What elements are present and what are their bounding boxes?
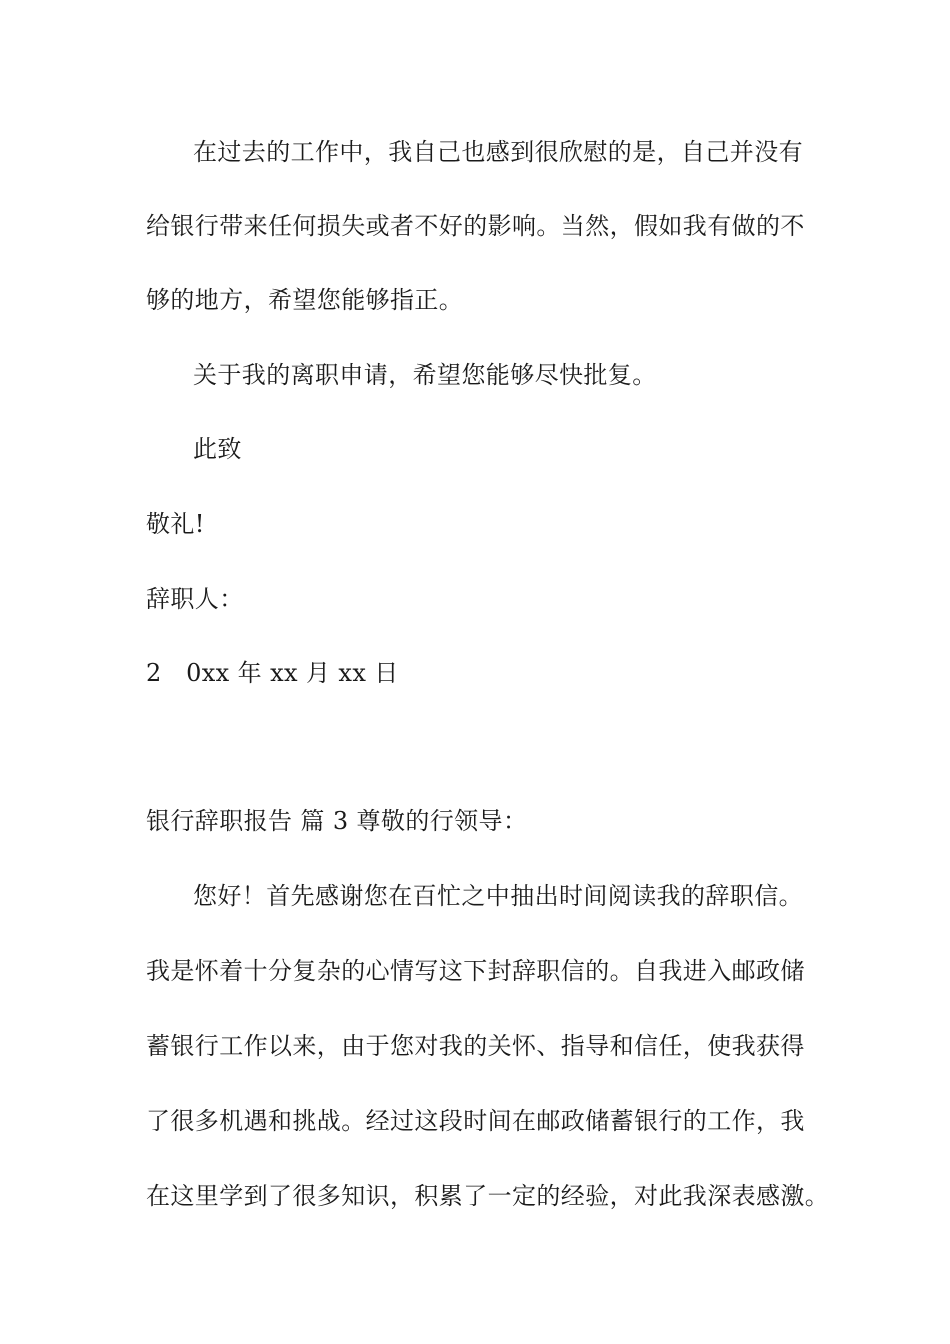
paragraph-line: 我是怀着十分复杂的心情写这下封辞职信的。自我进入邮政储: [146, 957, 805, 985]
paragraph-line: 您好！首先感谢您在百忙之中抽出时间阅读我的辞职信。: [193, 882, 803, 910]
paragraph-line: 够的地方，希望您能够指正。: [146, 286, 464, 314]
paragraph-line: 在过去的工作中，我自己也感到很欣慰的是，自己并没有: [193, 138, 803, 166]
paragraph-line: 蓄银行工作以来，由于您对我的关怀、指导和信任，使我获得: [146, 1032, 805, 1060]
paragraph-line: 了很多机遇和挑战。经过这段时间在邮政储蓄银行的工作，我: [146, 1107, 805, 1135]
signature-label: 辞职人：: [146, 585, 244, 613]
section-heading: 银行辞职报告 篇 3 尊敬的行领导：: [146, 807, 528, 835]
paragraph-line: 给银行带来任何损失或者不好的影响。当然，假如我有做的不: [146, 212, 805, 240]
closing-salutation: 此致: [193, 435, 242, 463]
date-line: 2 0xx 年 xx 月 xx 日: [146, 659, 399, 687]
paragraph-line: 在这里学到了很多知识，积累了一定的经验，对此我深表感激。: [146, 1182, 830, 1210]
paragraph-line: 关于我的离职申请，希望您能够尽快批复。: [193, 361, 657, 389]
closing-regards: 敬礼!: [146, 510, 205, 538]
